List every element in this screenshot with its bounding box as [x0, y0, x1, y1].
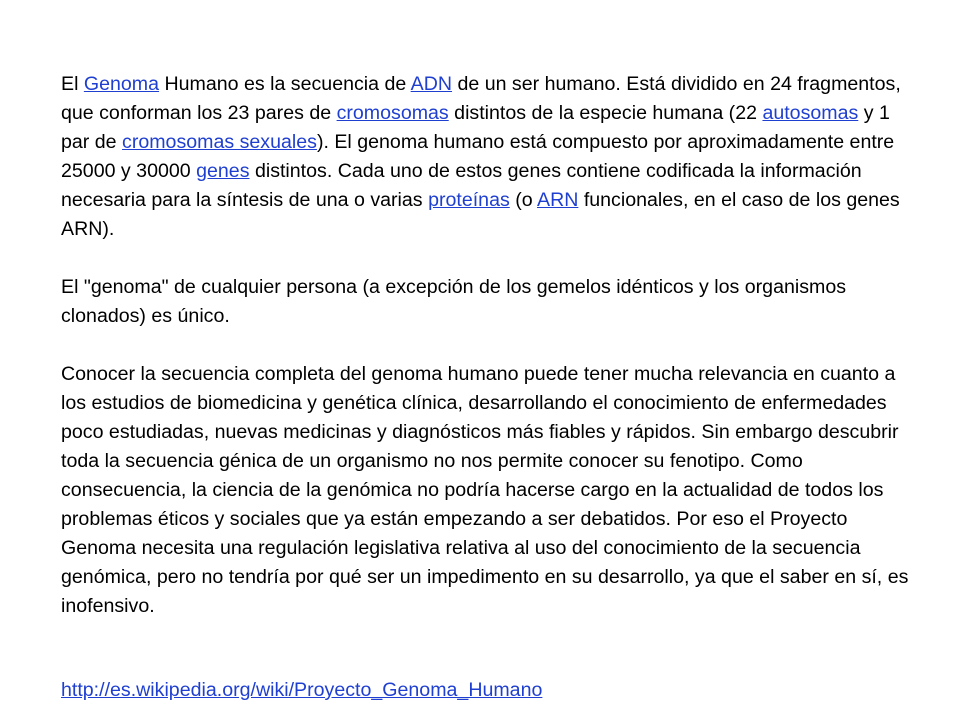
text-segment: de un ser humano. Está dividido en 24 fragmentos, que conforman los 23 pares de	[61, 73, 901, 124]
link-cromosomas[interactable]: cromosomas	[336, 102, 449, 124]
paragraph-genoma-intro	[61, 70, 923, 244]
paragraph-genoma-unico: El "genoma" de cualquier persona (a excepción de los gemelos idénticos y los organismos clonados) es único.	[61, 276, 847, 327]
text-segment: distintos. Cada uno de estos genes contiene codificada la información necesaria para la síntesis de una o varias	[61, 160, 862, 211]
source-link[interactable]: http://es.wikipedia.org/wiki/Proyecto_Genoma_Humano	[61, 679, 543, 701]
link-genes[interactable]: genes	[196, 160, 250, 182]
source-citation	[61, 676, 542, 705]
text-segment: (o	[509, 189, 537, 211]
link-genoma[interactable]: Genoma	[83, 73, 160, 95]
paragraph-relevancia: Conocer la secuencia completa del genoma humano puede tener mucha relevancia en cuanto a los estudios de biomedicina y genética clínica, desarrollando el conocimiento de enfermedades poco estudiadas, nuevas medicinas y diagnósticos más fiables y rápidos. Sin embargo descubrir toda la secuencia génica de un organismo no nos permite conocer su fenotipo. Como consecuencia, la ciencia de la genómica no podría hacerse cargo en la actualidad de todos los problemas éticos y sociales que ya están empezando a ser debatidos. Por eso el Proyecto Genoma necesita una regulación legislativa relativa al uso del conocimiento de la secuencia genómica, pero no tendría por qué ser un impedimento en su desarrollo, ya que el saber en sí, es inofensivo.	[61, 363, 909, 617]
link-autosomas[interactable]: autosomas	[762, 102, 859, 124]
text-segment: ). El genoma humano está compuesto por aproximadamente entre 25000 y 30000	[61, 131, 895, 182]
link-adn[interactable]: ADN	[410, 73, 453, 95]
text-segment: distintos de la especie humana (22	[448, 102, 763, 124]
text-segment: El	[61, 73, 84, 95]
link-arn[interactable]: ARN	[537, 189, 579, 211]
link-proteinas[interactable]: proteínas	[428, 189, 510, 211]
text-segment: funcionales, en el caso de los genes ARN).	[61, 189, 900, 240]
slide-body	[61, 70, 923, 621]
text-segment: Humano es la secuencia de	[159, 73, 411, 95]
link-cromosomas-sexuales[interactable]: cromosomas sexuales	[122, 131, 317, 153]
text-segment: y 1 par de	[61, 102, 890, 153]
